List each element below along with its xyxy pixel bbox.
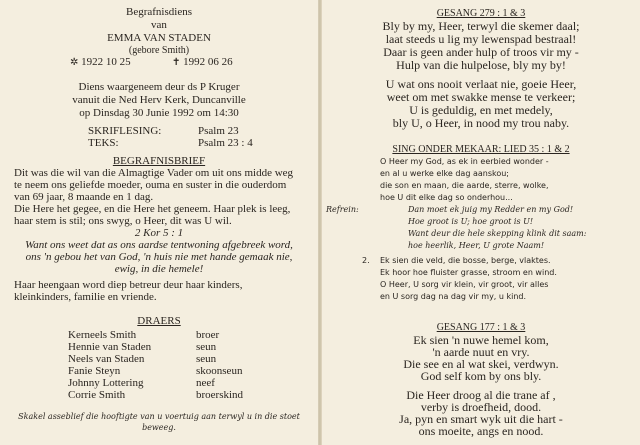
song-line: hoe U dit elke dag so onderhou... (380, 193, 513, 202)
hymn-line: Ja, pyn en smart wyk uit die hart - (399, 412, 563, 426)
draer-name: Johnny Lottering (68, 377, 144, 389)
brief-line: haar stem is stil; ons swyg, o Heer, dit was U wil. (14, 215, 232, 227)
death-date (172, 56, 233, 69)
song-line: O Heer my God, as ek in eerbied wonder - (380, 157, 549, 166)
brief-line: te neem ons geliefde moeder, ouma en suster in die ouderdom (14, 179, 287, 191)
draer-name: Kerneels Smith (68, 329, 137, 341)
birth-date-value: 1922 10 25 (81, 56, 131, 68)
verse-line: Want ons weet dat as ons aardse tentwoning afgebreek word, (25, 239, 293, 251)
gesang-279-title: GESANG 279 : 1 & 3 (436, 8, 526, 19)
brief-title: BEGRAFNISBRIEF (112, 155, 206, 167)
hymn-line: U is geduldig, en met medely, (409, 103, 553, 117)
song-line: Ek sien die veld, die bosse, berge, vlaktes. (380, 256, 551, 265)
service-line-3: op Dinsdag 30 Junie 1992 om 14:30 (79, 107, 239, 119)
draers-title: DRAERS (137, 315, 181, 327)
skriflesing-value: Psalm 23 (198, 125, 239, 137)
death-date-value: 1992 06 26 (183, 56, 233, 68)
brief-line: Dit was die wil van die Almagtige Vader om uit ons midde weg (14, 167, 294, 179)
draer-name: Corrie Smith (68, 389, 126, 401)
hymn-line: Ek sien 'n nuwe hemel kom, (413, 333, 549, 347)
brief-line: Die Here het gegee, en die Here het geneem. Haar plek is leeg, (14, 203, 291, 215)
hymn-line: weet om met swakke mense te verkeer; (386, 90, 576, 104)
hymn-line: Daar is geen ander hulp of troos vir my - (383, 45, 579, 59)
skriflesing-label: SKRIFLESING: (88, 125, 162, 137)
song-line: O Heer, U sorg vir klein, vir groot, vir alles (380, 280, 549, 289)
draer-relation: neef (196, 377, 215, 389)
hymn-line: ons moeite, angs en nood. (418, 424, 544, 438)
hymn-line: verby is droefheid, dood. (420, 400, 542, 414)
service-line-2: vanuit die Ned Herv Kerk, Duncanville (72, 94, 246, 106)
song-line: en U sorg dag na dag vir my, u kind. (380, 292, 527, 301)
lied-35-title: SING ONDER MEKAAR: LIED 35 : 1 & 2 (392, 144, 570, 155)
draer-relation: skoonseun (196, 365, 243, 377)
refrein-label: Refrein: (326, 205, 359, 214)
service-line-1: Diens waargeneem deur ds P Kruger (78, 81, 240, 93)
verse-line: ewig, in die hemele! (114, 263, 204, 275)
right-page (322, 0, 640, 445)
draer-name: Neels van Staden (68, 353, 145, 365)
cross-icon: ✝ (172, 57, 181, 68)
hymn-line: laat steeds u lig my lewenspad bestraal! (385, 32, 577, 46)
footer-line: beweeg. (142, 423, 176, 432)
draer-name: Hennie van Staden (68, 341, 152, 353)
teks-value: Psalm 23 : 4 (198, 137, 253, 149)
hymn-line: God self kom by ons bly. (420, 369, 542, 383)
left-page (0, 0, 318, 445)
draer-name: Fanie Steyn (68, 365, 121, 377)
song-line: Ek hoor hoe fluister grasse, stroom en wind. (380, 268, 557, 277)
closing-line: kleinkinders, familie en vriende. (14, 291, 157, 303)
refrein-line: Want deur die hele skepping klink dit saam: (408, 229, 587, 238)
star-icon: ✲ (70, 57, 79, 68)
deceased-name: EMMA VAN STADEN (107, 32, 211, 44)
footer-line: Skakel asseblief die hooftigte van u voertuig aan terwyl u in die stoet (18, 412, 300, 421)
verse-reference: 2 Kor 5 : 1 (134, 227, 184, 239)
heading: Begrafnisdiens (126, 6, 192, 18)
draer-relation: seun (196, 353, 217, 365)
draer-relation: broerskind (196, 389, 244, 401)
hymn-line: 'n aarde nuut en vry. (432, 345, 530, 359)
verse-number: 2. (362, 256, 370, 265)
birth-date (70, 56, 131, 69)
hymn-line: Die Heer droog al die trane af , (406, 388, 556, 402)
verse-line: ons 'n gebou het van God, 'n huis nie met hande gemaak nie, (25, 251, 293, 263)
hymn-line: U wat ons nooit verlaat nie, goeie Heer, (385, 77, 577, 91)
hymn-line: bly U, o Heer, in nood my trou naby. (392, 116, 570, 130)
gesang-177-title: GESANG 177 : 1 & 3 (436, 322, 526, 333)
hymn-line: Bly by my, Heer, terwyl die skemer daal; (382, 19, 580, 33)
maiden-name: (gebore Smith) (128, 45, 190, 56)
hymn-line: Hulp van die hulpelose, bly my by! (396, 58, 566, 72)
teks-label: TEKS: (88, 137, 119, 149)
hymn-line: Die see en al wat skei, verdwyn. (403, 357, 559, 371)
refrein-line: hoe heerlik, Heer, U grote Naam! (408, 241, 545, 250)
song-line: en al u werke elke dag aanskou; (380, 169, 509, 178)
refrein-line: Dan moet ek juig my Redder en my God! (408, 205, 574, 214)
song-line: die son en maan, die aarde, sterre, wolke, (380, 181, 549, 190)
brief-line: van 69 jaar, 8 maande en 1 dag. (14, 191, 154, 203)
draer-relation: seun (196, 341, 217, 353)
refrein-line: Hoe groot is U; hoe groot is U! (408, 217, 534, 226)
closing-line: Haar heengaan word diep betreur deur haar kinders, (14, 279, 243, 291)
draer-relation: broer (196, 329, 220, 341)
van-label: van (151, 19, 167, 31)
